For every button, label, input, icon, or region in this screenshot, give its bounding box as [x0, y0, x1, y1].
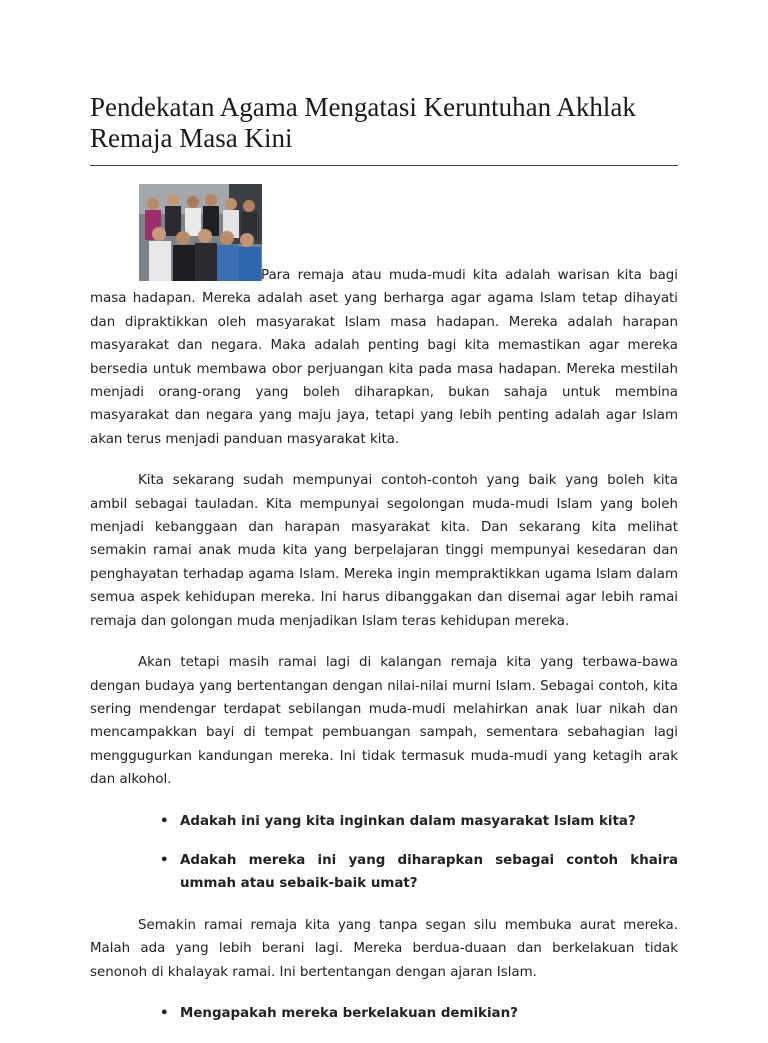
question-item: [160, 1002, 678, 1025]
bullet-icon: •: [160, 852, 169, 868]
bullet-icon: •: [160, 813, 169, 829]
title-divider: [90, 165, 678, 166]
paragraph-2: Kita sekarang sudah mempunyai contoh-contoh yang baik yang boleh kita ambil sebagai tauladan. Kita mempunyai segolongan muda-mudi Islam yang boleh menjadi kebanggaan dan harapan masyarakat kita. Dan sekarang kita melihat semakin ramai anak muda kita yang berpelajaran tinggi mempunyai kesedaran dan penghayatan terhadap agama Islam. Mereka ingin mempraktikkan ugama Islam dalam semua aspek kehidupan mereka. Ini harus dibanggakan dan disemai agar lebih ramai remaja dan golongan muda menjadikan Islam teras kehidupan mereka.: [90, 473, 678, 629]
paragraph-3: Akan tetapi masih ramai lagi di kalangan remaja kita yang terbawa-bawa dengan budaya yang bertentangan dengan nilai-nilai murni Islam. Sebagai contoh, kita sering mendengar terdapat sebilangan muda-mudi melahirkan anak luar nikah dan mencampakkan bayi di tempat pembuangan sampah, sementara sebahagian lagi menggugurkan kandungan mereka. Ini tidak termasuk muda-mudi yang ketagih arak dan alkohol.: [90, 655, 678, 788]
paragraph-1: Para remaja atau muda-mudi kita adalah warisan kita bagi masa hadapan. Mereka adalah aset yang berharga agar agama Islam tetap dihayati dan dipraktikkan oleh masyarakat Islam masa hadapan. Mereka adalah harapan masyarakat dan negara. Maka adalah penting bagi kita memastikan agar mereka bersedia untuk membawa obor perjuangan kita pada masa hadapan. Mereka mestilah menjadi orang-orang yang boleh diharapkan, bukan sahaja untuk membina masyarakat dan negara yang maju jaya, tetapi yang lebih penting adalah agar Islam akan terus menjadi panduan masyarakat kita.: [90, 268, 678, 447]
question-list-2: [90, 1002, 678, 1025]
question-item: [160, 810, 678, 833]
paragraph-4: Semakin ramai remaja kita yang tanpa segan silu membuka aurat mereka. Malah ada yang lebih berani lagi. Mereka berdua-duaan dan berkelakuan tidak senonoh di khalayak ramai. Ini bertentangan dengan ajaran Islam.: [90, 917, 678, 980]
bullet-icon: •: [160, 1005, 169, 1021]
article-title: Pendekatan Agama Mengatasi Keruntuhan Akhlak Remaja Masa Kini: [90, 92, 636, 153]
question-text: Mengapakah mereka berkelakuan demikian?: [180, 1005, 518, 1021]
article-body: [90, 264, 678, 1043]
question-item: [160, 849, 678, 896]
question-text: Adakah ini yang kita inginkan dalam masyarakat Islam kita?: [180, 813, 636, 829]
question-list-1: [90, 810, 678, 896]
question-text: Adakah mereka ini yang diharapkan sebagai contoh khaira ummah atau sebaik-baik umat?: [180, 852, 678, 892]
